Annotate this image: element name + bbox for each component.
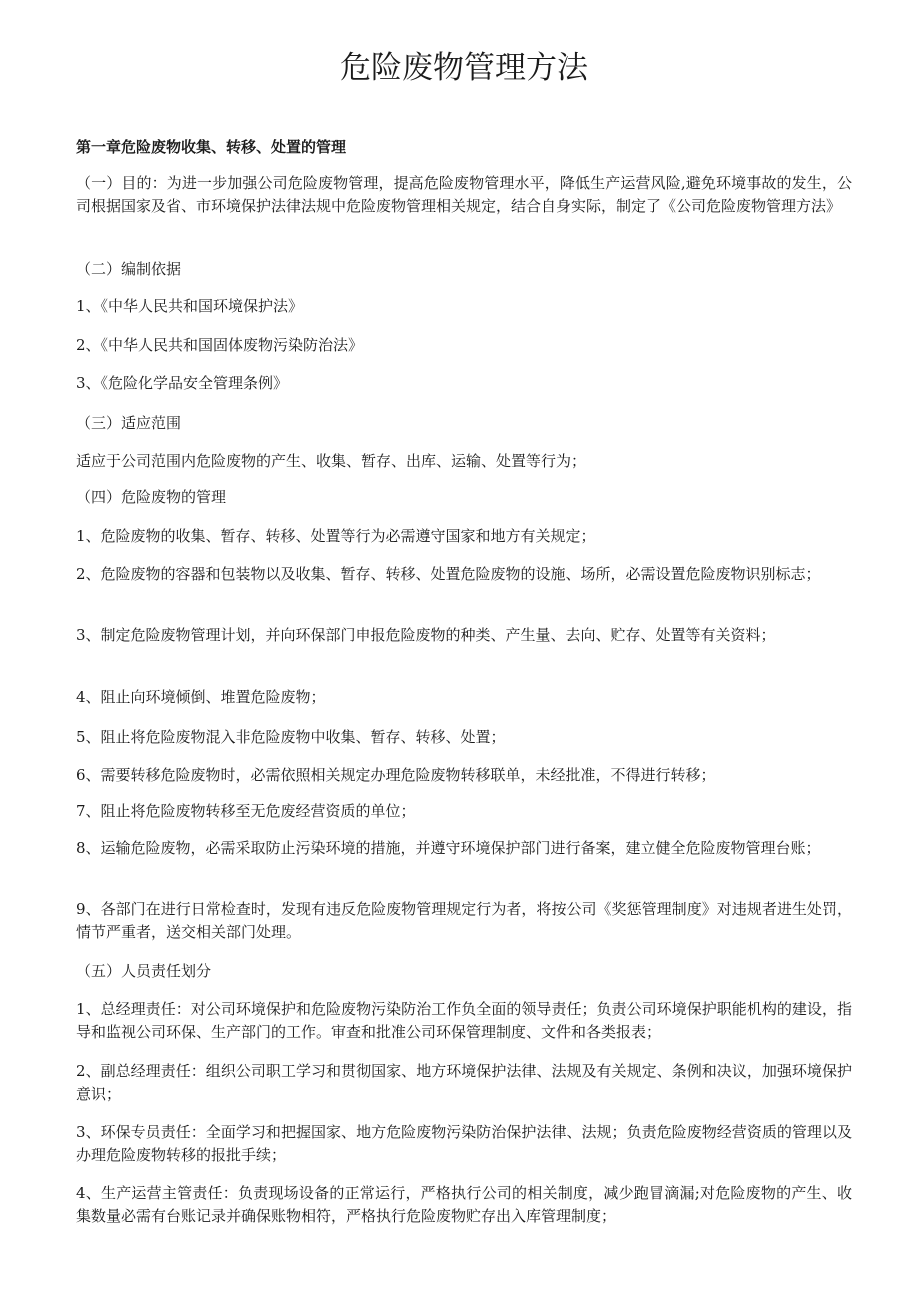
section-heading-management: （四）危险废物的管理: [76, 488, 227, 506]
list-item: 1、《中华人民共和国环境保护法》: [76, 297, 304, 315]
list-item: 3、《危险化学品安全管理条例》: [76, 374, 289, 392]
list-item: 2、危险废物的容器和包装物以及收集、暂存、转移、处置危险废物的设施、场所，必需设置危险废物识别标志；: [76, 565, 821, 583]
list-item: 2、《中华人民共和国固体废物污染防治法》: [76, 336, 364, 354]
paragraph-purpose: （一）目的：为进一步加强公司危险废物管理，提高危险废物管理水平，降低生产运营风险,避免环境事故的发生，公司根据国家及省、市环境保护法律法规中危险废物管理相关规定，结合自身实际，制定了《公司危险废物管理方法》: [76, 174, 852, 215]
list-item: 9、各部门在进行日常检查时，发现有违反危险废物管理规定行为者，将按公司《奖惩管理制度》对违规者进生处罚，情节严重者，送交相关部门处理。: [76, 900, 852, 941]
list-item: 8、运输危险废物，必需采取防止污染环境的措施，并遵守环境保护部门进行备案，建立健全危险废物管理台账；: [76, 839, 821, 857]
list-item: 4、阻止向环境倾倒、堆置危险废物；: [76, 688, 326, 706]
list-item: 5、阻止将危险废物混入非危险废物中收集、暂存、转移、处置；: [76, 728, 506, 746]
list-item: 7、阻止将危险废物转移至无危废经营资质的单位；: [76, 802, 416, 820]
section-heading-responsibility: （五）人员责任划分: [76, 962, 212, 980]
list-item: 6、需要转移危险废物时，必需依照相关规定办理危险废物转移联单，未经批准，不得进行转移；: [76, 766, 716, 784]
chapter-heading: 第一章危险废物收集、转移、处置的管理: [76, 138, 347, 156]
paragraph-scope: 适应于公司范围内危险废物的产生、收集、暂存、出库、运输、处置等行为；: [76, 452, 587, 470]
list-item: 1、危险废物的收集、暂存、转移、处置等行为必需遵守国家和地方有关规定；: [76, 527, 596, 545]
section-heading-basis: （二）编制依据: [76, 260, 182, 278]
document-title: 危险废物管理方法: [340, 50, 588, 86]
list-item: 4、生产运营主管责任：负责现场设备的正常运行，严格执行公司的相关制度，减少跑冒滴漏;对危险废物的产生、收集数量必需有台账记录并确保账物相符，严格执行危险废物贮存出入库管理制度；: [76, 1184, 852, 1225]
section-heading-scope: （三）适应范围: [76, 414, 182, 432]
list-item: 1、总经理责任：对公司环境保护和危险废物污染防治工作负全面的领导责任；负责公司环境保护职能机构的建设，指导和监视公司环保、生产部门的工作。审查和批准公司环保管理制度、文件和各类报表；: [76, 1000, 852, 1041]
list-item: 3、环保专员责任：全面学习和把握国家、地方危险废物污染防治保护法律、法规；负责危险废物经营资质的管理以及办理危险废物转移的报批手续；: [76, 1123, 852, 1164]
list-item: 2、副总经理责任：组织公司职工学习和贯彻国家、地方环境保护法律、法规及有关规定、条例和决议，加强环境保护意识；: [76, 1062, 852, 1103]
list-item: 3、制定危险废物管理计划，并向环保部门申报危险废物的种类、产生量、去向、贮存、处置等有关资料；: [76, 626, 776, 644]
